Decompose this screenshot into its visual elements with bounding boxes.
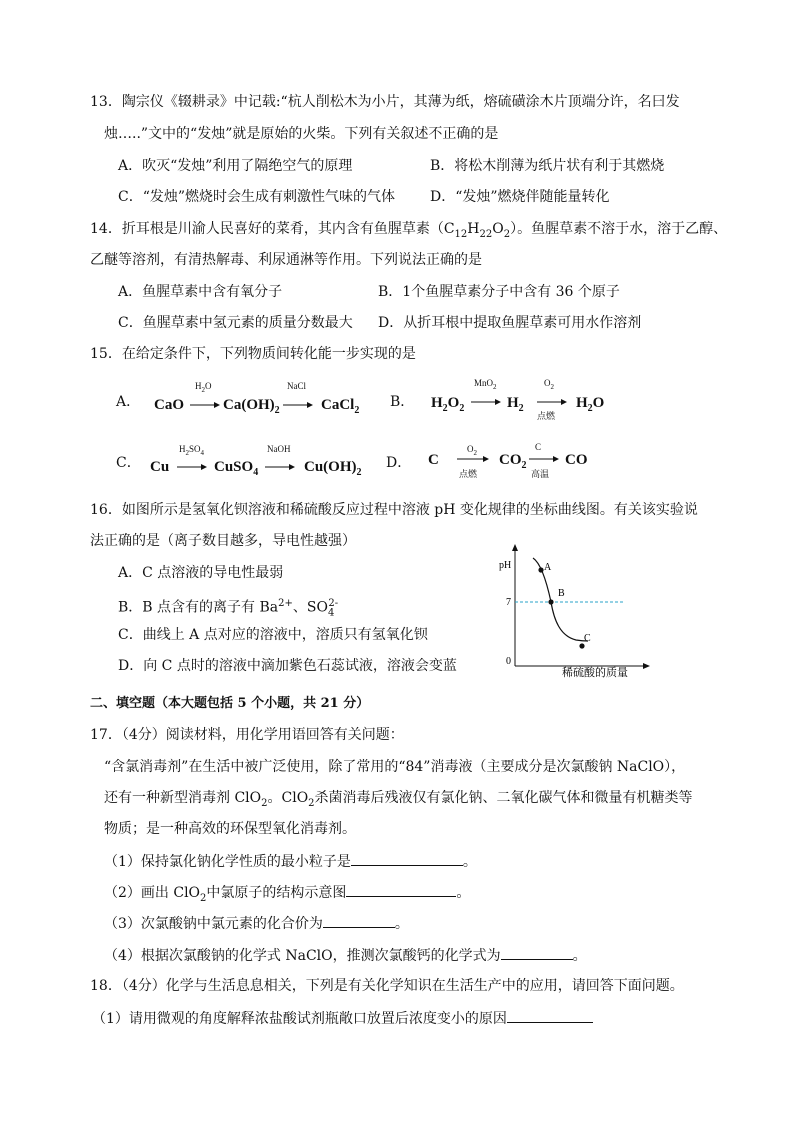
q14-stem-pre: 14．折耳根是川渝人民喜好的菜肴，其内含有鱼腥草素（C	[90, 221, 455, 237]
q15-d-arrow1	[457, 454, 489, 464]
q14-formula-o: O	[492, 221, 504, 237]
q15-a-arrow2	[283, 400, 313, 410]
q17-sub2-blank[interactable]	[346, 882, 456, 897]
section2-title: 二、填空题（本大题包括 5 个小题，共 21 分）	[90, 696, 370, 711]
q15-c-label: C．	[116, 455, 141, 471]
chart-y-arrow	[512, 544, 518, 551]
q15-b-arrow2	[537, 397, 567, 407]
q13-option-c: C．“发烛”燃烧时会生成有刺激性气味的气体	[118, 189, 396, 205]
q17-para1: “含氯消毒剂”在生活中被广泛使用，除了常用的“84”消毒液（主要成分是次氯酸钠 NaClO），	[104, 759, 686, 775]
q16-option-a: A．C 点溶液的导电性最弱	[118, 565, 284, 581]
q15-c-arrow1	[177, 462, 207, 472]
q15-d-cond2: C	[535, 442, 542, 452]
q14-stem-post: ）。鱼腥草素不溶于水，溶于乙醇、	[510, 221, 728, 237]
q17-sub1: （1）保持氯化钠化学性质的最小粒子是 。	[104, 851, 477, 872]
q15-d-arrow2	[529, 454, 559, 464]
q15-a-cao: CaO	[154, 397, 184, 413]
chart-point-b-label: B	[558, 588, 565, 599]
q15-d-c: C	[428, 452, 439, 468]
q15-c-cuso4: CuSO$_4$	[214, 459, 259, 478]
q15-a-cacl2: CaCl$_2$	[321, 397, 360, 416]
q14-option-d: D．从折耳根中提取鱼腥草素可用水作溶剂	[378, 315, 642, 331]
q16-option-d: D．向 C 点时的溶液中滴加紫色石蕊试液，溶液会变蓝	[118, 658, 457, 674]
chart-point-a-label: A	[544, 562, 552, 573]
q17-sub2: （2）画出 ClO$_2$中氯原子的结构示意图 。	[104, 882, 470, 909]
q15-b-cond2-below: 点燃	[537, 412, 556, 422]
chart-point-c-label: C	[584, 633, 591, 644]
q17-sub3: （3）次氯酸钠中氯元素的化合价为 。	[104, 913, 409, 934]
q17-para2: 还有一种新型消毒剂 ClO$_2$。ClO$_2$杀菌消毒后残液仅有氯化钠、二氧化碳气体和微量有机糖类等	[104, 790, 693, 809]
q15-b-arrow1	[471, 397, 501, 407]
q15-c-cu: Cu	[150, 459, 170, 475]
q17-sub3-blank[interactable]	[323, 913, 395, 928]
chart-ref-label: 7	[506, 597, 511, 608]
chart-xlabel: 稀硫酸的质量	[562, 666, 628, 679]
q15-b-cond2: $O_2$	[544, 378, 554, 391]
q15-a-caoh2: $Ca(OH)_2$	[223, 397, 280, 416]
q15-b-label: B．	[390, 394, 415, 410]
q15-c-cond1: $H_2SO_4$	[179, 444, 205, 457]
q15-stem: 15．在给定条件下，下列物质间转化能一步实现的是	[90, 346, 416, 362]
q15-d-label: D．	[386, 455, 412, 471]
q14-option-b: B．1个鱼腥草素分子中含有 36 个原子	[378, 284, 620, 300]
chart-point-a	[538, 567, 543, 572]
chart-x-arrow	[643, 663, 650, 669]
q14-stem-line2: 乙醚等溶剂，有清热解毒、利尿通淋等作用。下列说法正确的是	[90, 252, 482, 268]
q15-a-cond1: $H_2O$	[195, 381, 212, 394]
q16-stem-line2: 法正确的是（离子数目越多，导电性越强）	[90, 533, 356, 549]
q17-sub4-blank[interactable]	[501, 945, 573, 960]
q15-d-co2: $CO_2$	[499, 452, 527, 471]
q14-formula-sub1: 12	[454, 228, 468, 240]
q14-option-a: A．鱼腥草素中含有氧分子	[118, 284, 283, 300]
q13-option-d: D．“发烛”燃烧伴随能量转化	[430, 189, 610, 205]
q13-stem-line2: 烛…..”文中的“发烛”就是原始的火柴。下列有关叙述不正确的是	[104, 126, 499, 142]
q15-c-cond2: NaOH	[267, 444, 291, 454]
q15-b-h2o: $H_2O$	[576, 395, 605, 414]
q13-stem-line1: 13．陶宗仪《辍耕录》中记载:“杭人削松木为小片，其薄为纸，熔硫磺涂木片顶端分许，名曰发	[90, 94, 680, 110]
q15-b-cond1: MnO$_2$	[474, 378, 497, 391]
q15-b-h2o2: $H_2O_2$	[431, 395, 465, 414]
q17-stem: 17．（4分）阅读材料，用化学用语回答有关问题：	[90, 727, 404, 743]
q15-d-cond1: $O_2$	[467, 444, 477, 457]
q15-a-arrow1	[190, 400, 220, 410]
q14-formula-sub2: 22	[479, 228, 493, 240]
q17-sub4: （4）根据次氯酸钠的化学式 NaClO，推测次氯酸钙的化学式为 。	[104, 945, 587, 966]
q13-option-b: B．将松木削薄为纸片状有利于其燃烧	[430, 158, 665, 174]
chart-point-b	[548, 599, 553, 604]
q17-para3: 物质；是一种高效的环保型氧化消毒剂。	[104, 821, 356, 837]
q15-d-cond1-below: 点燃	[459, 470, 478, 480]
ph-curve-chart	[496, 540, 656, 680]
chart-origin-label: 0	[506, 656, 511, 667]
q15-d-cond2-below: 高温	[531, 470, 550, 480]
q18-sub1: （1）请用微观的角度解释浓盐酸试剂瓶敞口放置后浓度变小的原因	[92, 1008, 593, 1029]
q14-stem-line1	[90, 219, 727, 245]
q18-stem: 18．（4分）化学与生活息息相关，下列是有关化学知识在生活生产中的应用，请回答下面问题。	[90, 978, 684, 994]
q15-b-h2: $H_2$	[507, 395, 524, 414]
q15-a-cond2: NaCl	[287, 381, 306, 391]
q15-d-co: CO	[565, 452, 588, 468]
q14-formula-sub3: 2	[503, 228, 511, 240]
q14-formula-h: H	[467, 221, 480, 237]
q17-sub1-blank[interactable]	[351, 851, 463, 866]
chart-ylabel: pH	[499, 560, 512, 571]
q15-a-label: A．	[116, 394, 141, 410]
q15-c-arrow2	[265, 462, 295, 472]
q16-option-c: C．曲线上 A 点对应的溶液中，溶质只有氢氧化钡	[118, 627, 428, 643]
q14-option-c: C．鱼腥草素中氢元素的质量分数最大	[118, 315, 353, 331]
chart-point-c	[579, 643, 584, 648]
q16-option-b: B．B 点含有的离子有 $Ba^{2+}$、$SO_4^{2-}$	[118, 598, 339, 619]
q13-option-a: A．吹灭“发烛”利用了隔绝空气的原理	[118, 158, 353, 174]
q18-sub1-blank[interactable]	[507, 1008, 593, 1023]
q16-stem-line1: 16．如图所示是氢氧化钡溶液和稀硫酸反应过程中溶液 pH 变化规律的坐标曲线图。有关该实验说	[90, 502, 698, 518]
q15-c-cuoh2: $Cu(OH)_2$	[304, 459, 362, 478]
